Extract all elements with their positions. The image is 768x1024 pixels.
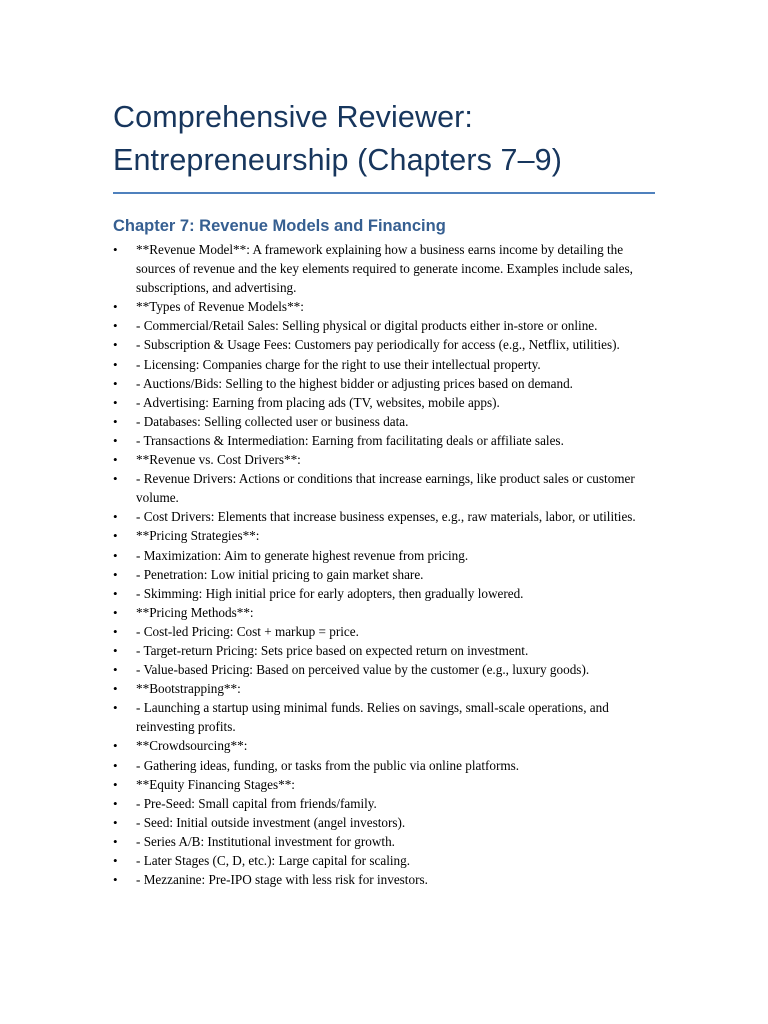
bullet-dot-icon: •	[113, 738, 118, 754]
list-item-text: **Pricing Strategies**:	[136, 528, 260, 544]
bullet-list	[113, 240, 643, 889]
bullet-dot-icon: •	[113, 528, 118, 544]
title-underline	[113, 192, 655, 194]
list-item	[113, 584, 643, 603]
list-item-text: - Mezzanine: Pre-IPO stage with less risk for investors.	[136, 872, 428, 888]
bullet-dot-icon: •	[113, 509, 118, 525]
list-item-text: - Cost Drivers: Elements that increase business expenses, e.g., raw materials, labor, or utilities.	[136, 509, 636, 525]
list-item	[113, 813, 643, 832]
bullet-dot-icon: •	[113, 642, 118, 658]
bullet-dot-icon: •	[113, 757, 118, 773]
bullet-dot-icon: •	[113, 566, 118, 582]
list-item	[113, 775, 643, 794]
list-item-text: **Equity Financing Stages**:	[136, 776, 295, 792]
bullet-dot-icon: •	[113, 299, 118, 315]
list-item-text: **Revenue vs. Cost Drivers**:	[136, 452, 301, 468]
document-title	[113, 96, 643, 182]
bullet-dot-icon: •	[113, 585, 118, 601]
list-item-text: - Skimming: High initial price for early adopters, then gradually lowered.	[136, 585, 524, 601]
list-item-text: **Types of Revenue Models**:	[136, 299, 304, 315]
bullet-dot-icon: •	[113, 833, 118, 849]
bullet-dot-icon: •	[113, 394, 118, 410]
list-item	[113, 622, 643, 641]
list-item	[113, 526, 643, 545]
bullet-dot-icon: •	[113, 853, 118, 868]
list-item	[113, 316, 643, 335]
bullet-dot-icon: •	[113, 814, 118, 830]
list-item	[113, 374, 643, 393]
list-item-text: - Transactions & Intermediation: Earning from facilitating deals or affiliate sales.	[136, 432, 564, 448]
list-item-text: **Revenue Model**: A framework explaining how a business earns income by detailing the sources of revenue and the key elements required to generate income. Examples include sales, subscriptions, and advertising.	[136, 242, 633, 296]
bullet-dot-icon: •	[113, 432, 118, 448]
chapter-7-heading: Chapter 7: Revenue Models and Financing	[113, 217, 446, 235]
list-item-text: **Crowdsourcing**:	[136, 738, 248, 754]
list-item-text: - Value-based Pricing: Based on perceived value by the customer (e.g., luxury goods).	[136, 662, 590, 678]
list-item-text: - Target-return Pricing: Sets price based on expected return on investment.	[136, 642, 529, 658]
list-item-text: **Pricing Methods**:	[136, 604, 254, 620]
list-item-text: - Databases: Selling collected user or business data.	[136, 413, 409, 429]
bullet-dot-icon: •	[113, 662, 118, 678]
list-item	[113, 450, 643, 469]
bullet-dot-icon: •	[113, 681, 118, 697]
list-item	[113, 507, 643, 526]
list-item-text: - Commercial/Retail Sales: Selling physical or digital products either in-store or online.	[136, 318, 598, 334]
list-item-text: - Auctions/Bids: Selling to the highest bidder or adjusting prices based on demand.	[136, 375, 573, 391]
list-item-text: - Maximization: Aim to generate highest revenue from pricing.	[136, 547, 469, 563]
list-item	[113, 469, 643, 507]
list-item-text: **Bootstrapping**:	[136, 681, 241, 697]
list-item-text: - Subscription & Usage Fees: Customers pay periodically for access (e.g., Netflix, utilities).	[136, 337, 620, 353]
list-item-text: - Seed: Initial outside investment (angel investors).	[136, 814, 406, 830]
list-item	[113, 641, 643, 660]
bullet-dot-icon: •	[113, 413, 118, 429]
list-item	[113, 851, 643, 870]
title-line-2: Entrepreneurship (Chapters 7–9)	[113, 143, 562, 177]
list-item	[113, 603, 643, 622]
list-item-text: - Series A/B: Institutional investment for growth.	[136, 833, 395, 849]
list-item-text: - Advertising: Earning from placing ads (TV, websites, mobile apps).	[136, 394, 500, 410]
list-item-text: - Penetration: Low initial pricing to gain market share.	[136, 566, 424, 582]
list-item-text: - Later Stages (C, D, etc.): Large capital for scaling.	[136, 853, 411, 868]
bullet-dot-icon: •	[113, 776, 118, 792]
list-item	[113, 240, 643, 297]
bullet-dot-icon: •	[113, 547, 118, 563]
bullet-dot-icon: •	[113, 623, 118, 639]
bullet-dot-icon: •	[113, 318, 118, 334]
list-item	[113, 412, 643, 431]
bullet-dot-icon: •	[113, 337, 118, 353]
list-item-text: - Pre-Seed: Small capital from friends/family.	[136, 795, 377, 811]
list-item	[113, 297, 643, 316]
list-item-text: - Cost-led Pricing: Cost + markup = price.	[136, 623, 359, 639]
bullet-dot-icon: •	[113, 375, 118, 391]
bullet-dot-icon: •	[113, 604, 118, 620]
list-item-text: - Licensing: Companies charge for the right to use their intellectual property.	[136, 356, 541, 372]
bullet-dot-icon: •	[113, 872, 118, 888]
list-item-text: - Launching a startup using minimal funds. Relies on savings, small-scale operations, and reinvesting profits.	[136, 700, 609, 735]
list-item	[113, 565, 643, 584]
list-item	[113, 870, 643, 889]
list-item	[113, 431, 643, 450]
bullet-dot-icon: •	[113, 700, 118, 716]
bullet-dot-icon: •	[113, 795, 118, 811]
bullet-dot-icon: •	[113, 356, 118, 372]
bullet-dot-icon: •	[113, 242, 118, 257]
bullet-dot-icon: •	[113, 471, 118, 487]
list-item	[113, 698, 643, 736]
list-item	[113, 794, 643, 813]
list-item	[113, 736, 643, 755]
list-item	[113, 355, 643, 374]
list-item	[113, 335, 643, 354]
title-line-1: Comprehensive Reviewer:	[113, 100, 473, 134]
list-item-text: - Gathering ideas, funding, or tasks from the public via online platforms.	[136, 757, 520, 773]
list-item	[113, 546, 643, 565]
list-item	[113, 660, 643, 679]
bullet-dot-icon: •	[113, 452, 118, 468]
list-item	[113, 832, 643, 851]
list-item	[113, 393, 643, 412]
list-item	[113, 679, 643, 698]
document-body	[113, 96, 643, 889]
list-item	[113, 756, 643, 775]
list-item-text: - Revenue Drivers: Actions or conditions that increase earnings, like product sales or customer volume.	[136, 471, 635, 506]
